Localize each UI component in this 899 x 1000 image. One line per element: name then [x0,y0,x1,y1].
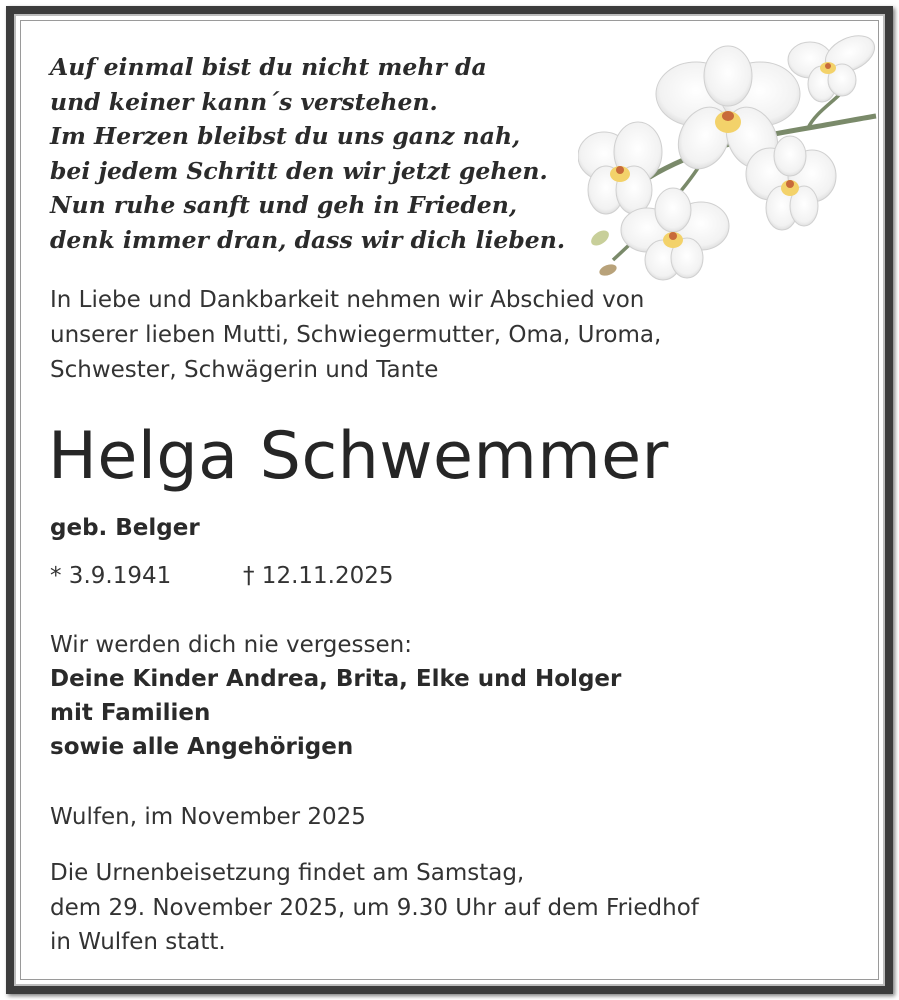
intro-line: unserer lieben Mutti, Schwiegermutter, Oma, Uroma, [50,322,662,348]
place-date: Wulfen, im November 2025 [50,804,366,830]
memorial-poem [50,50,565,257]
mourners-section [50,628,621,764]
mourners-intro: Wir werden dich nie vergessen: [50,632,413,658]
poem-line: denk immer dran, dass wir dich lieben. [50,225,566,254]
funeral-line: dem 29. November 2025, um 9.30 Uhr auf dem Friedhof [50,894,699,921]
poem-line: Nun ruhe sanft und geh in Frieden, [50,191,518,219]
white-orchid-icon [578,28,878,283]
funeral-line: Die Urnenbeisetzung findet am Samstag, [50,860,525,886]
poem-line: Auf einmal bist du nicht mehr da [50,53,487,81]
intro-line: Schwester, Schwägerin und Tante [50,357,439,383]
funeral-line: in Wulfen statt. [50,929,226,955]
mourners-line: Deine Kinder Andrea, Brita, Elke und Holger [50,666,622,692]
funeral-info [50,856,699,960]
mourners-line: sowie alle Angehörigen [50,734,354,760]
poem-line: und keiner kann´s verstehen. [50,87,438,116]
intro-text [50,283,661,388]
death-date: † 12.11.2025 [243,563,394,589]
intro-line: In Liebe und Dankbarkeit nehmen wir Abschied von [50,287,645,313]
mourners-line: mit Familien [50,700,211,726]
life-dates [50,560,394,592]
poem-line: Im Herzen bleibst du uns ganz nah, [50,122,521,150]
maiden-name: geb. Belger [50,515,200,541]
birth-date: * 3.9.1941 [50,563,172,589]
deceased-name: Helga Schwemmer [48,419,669,494]
poem-line: bei jedem Schritt den wir jetzt gehen. [50,156,548,185]
